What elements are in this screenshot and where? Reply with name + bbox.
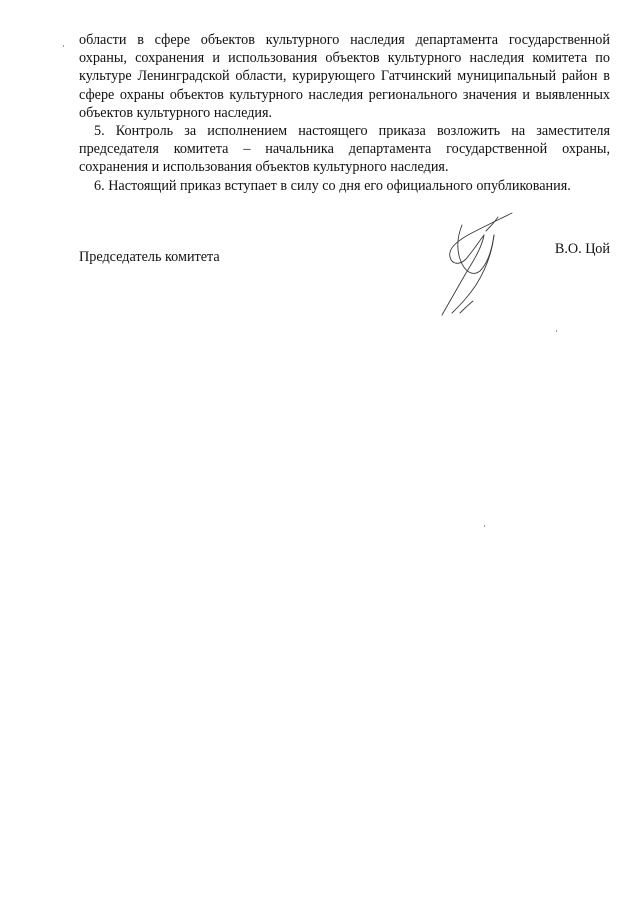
paragraph-4-continued: области в сфере объектов культурного наследия департамента государственной охраны, сохранения и использования объектов культурного наследия комитета по культуре Ленинградской области, курирующего Гатчинский муниципальный район в сфере охраны объектов культурного наследия регионального значения и выявленных объектов культурного наследия. bbox=[79, 32, 610, 121]
paragraph-5: 5. Контроль за исполнением настоящего приказа возложить на заместителя председателя комитета – начальника департамента государственной охраны, сохранения и использования объектов культурного наследия. bbox=[79, 123, 610, 176]
scan-speck bbox=[556, 330, 557, 332]
scan-speck bbox=[63, 45, 64, 47]
scan-speck bbox=[484, 525, 485, 527]
signature-block bbox=[79, 241, 610, 272]
document-body bbox=[79, 31, 610, 195]
signatory-name: В.О. Цой bbox=[554, 241, 610, 257]
paragraph-6: 6. Настоящий приказ вступает в силу со дня его официального опубликования. bbox=[94, 177, 571, 194]
signatory-position: Председатель комитета bbox=[79, 249, 220, 265]
